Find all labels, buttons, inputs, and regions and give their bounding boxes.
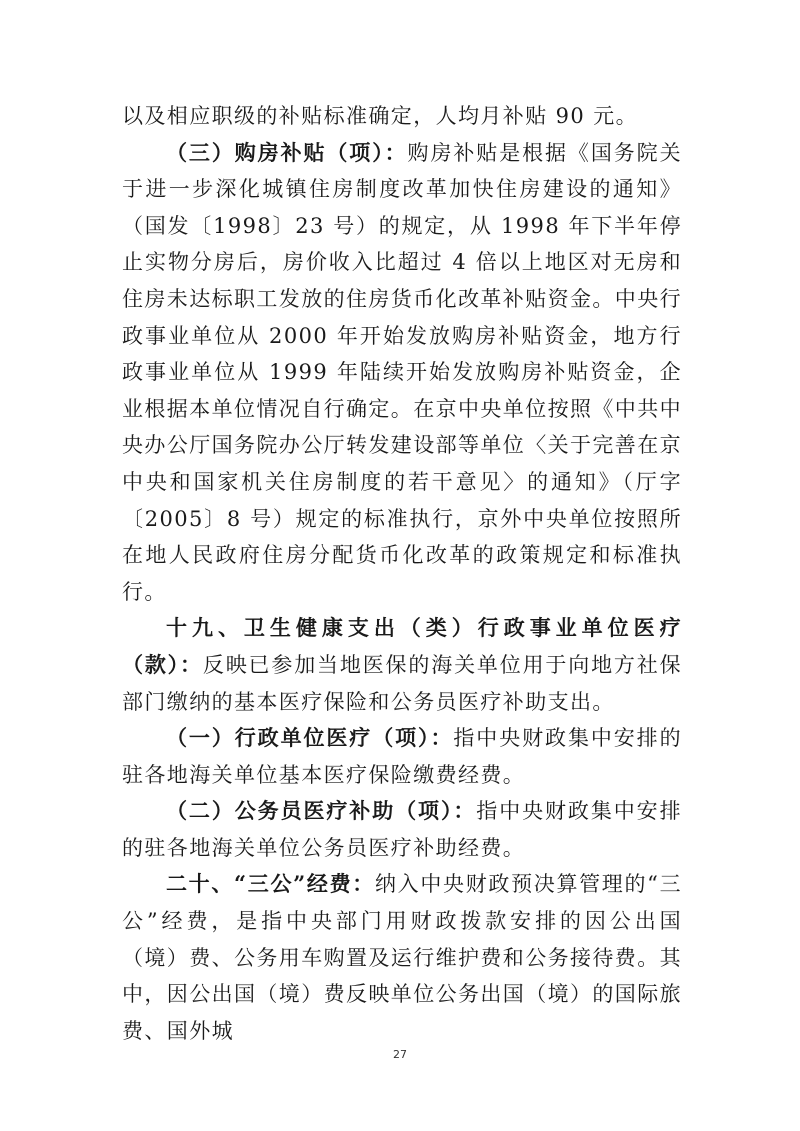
- paragraph-housing-purchase-subsidy: [122, 135, 682, 611]
- paragraph-text: 指中央财政集中安排的驻各地海关单位基本医疗保险缴费经费。: [122, 726, 682, 787]
- paragraph-text: 纳入中央财政预决算管理的“三公”经费，是指中央部门用财政拨款安排的因公出国（境）费、公务用车购置及运行维护费和公务接待费。其中，因公出国（境）费反映单位公务出国（境）的国际旅费、国外城: [122, 872, 682, 1043]
- document-page: [122, 98, 682, 1049]
- paragraph-three-public-expenses: [122, 866, 682, 1049]
- section-heading: （二）公务员医疗补助（项）：: [166, 798, 477, 824]
- paragraph-civil-servant-medical: [122, 793, 682, 866]
- paragraph-text: 购房补贴是根据《国务院关于进一步深化城镇住房制度改革加快住房建设的通知》（国发〔1998〕23 号）的规定，从 1998 年下半年停止实物分房后，房价收入比超过 4 倍以上地区对无房和住房未达标职工发放的住房货币化改革补贴资金。中央行政事业单位从 2000 年开始发放购房补贴资金，地方行政事业单位从 1999 年陆续开始发放购房补贴资金，企业根据本单位情况自行确定。在京中央单位按照《中共中央办公厅国务院办公厅转发建设部等单位〈关于完善在京中央和国家机关住房制度的若干意见〉的通知》（厅字〔2005〕8 号）规定的标准执行，京外中央单位按照所在地人民政府住房分配货币化改革的政策规定和标准执行。: [122, 140, 682, 604]
- section-heading: （一）行政单位医疗（项）：: [166, 725, 454, 751]
- paragraph-text: 反映已参加当地医保的海关单位用于向地方社保部门缴纳的基本医疗保险和公务员医疗补助支出。: [122, 652, 682, 714]
- paragraph-text: 以及相应职级的补贴标准确定，人均月补贴 90 元。: [122, 104, 639, 128]
- section-heading: （三）购房补贴（项）：: [166, 139, 408, 165]
- page-number: 27: [393, 1048, 407, 1061]
- section-heading: 十九、卫生健康支出（类）行政事业单位医疗（款）：: [122, 615, 682, 677]
- paragraph-administrative-medical: [122, 720, 682, 793]
- paragraph-text: 指中央财政集中安排的驻各地海关单位公务员医疗补助经费。: [122, 799, 682, 860]
- paragraph-health-expenditure: [122, 610, 682, 720]
- section-heading: 二十、“三公”经费：: [166, 871, 375, 897]
- paragraph-subsidy-standard: [122, 98, 682, 135]
